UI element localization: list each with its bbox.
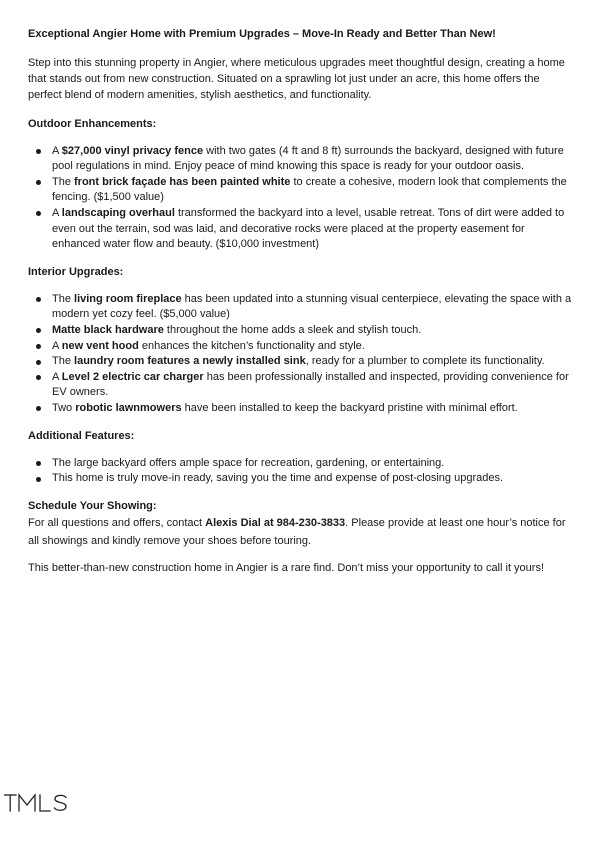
additional-heading: Additional Features: bbox=[28, 429, 135, 442]
list-item: A new vent hood enhances the kitchen’s functionality and style. bbox=[28, 339, 573, 355]
closing-paragraph: This better-than-new construction home in Angier is a rare find. Don’t miss your opportunity to call it yours! bbox=[28, 561, 545, 574]
list-item: The front brick façade has been painted white to create a cohesive, modern look that complements the fencing. ($1,500 value) bbox=[28, 175, 573, 206]
listing-title: Exceptional Angier Home with Premium Upgrades – Move-In Ready and Better Than New! bbox=[28, 28, 496, 40]
schedule-paragraph: For all questions and offers, contact Alexis Dial at 984-230-3833. Please provide at least one hour’s notice for all showings and kindly remove your shoes before touring. bbox=[28, 516, 566, 547]
list-item: Two robotic lawnmowers have been installed to keep the backyard pristine with minimal effort. bbox=[28, 401, 573, 417]
intro-paragraph: Step into this stunning property in Angier, where meticulous upgrades meet thoughtful design, creating a home that stands out from new construction. Situated on a sprawling lot just under an acre, this home offers the perfect blend of modern amenities, stylish aesthetics, and functionality. bbox=[28, 57, 565, 102]
list-item: The living room fireplace has been updated into a stunning visual centerpiece, elevating the space with a modern yet cozy feel. ($5,000 value) bbox=[28, 292, 573, 323]
contact-info: Alexis Dial at 984-230-3833 bbox=[205, 516, 346, 529]
interior-heading: Interior Upgrades: bbox=[28, 265, 124, 278]
list-item: A $27,000 vinyl privacy fence with two gates (4 ft and 8 ft) surrounds the backyard, designed with future pool regulations in mind. Enjoy peace of mind knowing this space is ready for your outdoor oasis. bbox=[28, 144, 573, 175]
list-item: A landscaping overhaul transformed the backyard into a level, usable retreat. Tons of dirt were added to even out the terrain, sod was laid, and decorative rocks were placed at the property easement for enhanced water flow and beauty. ($10,000 investment) bbox=[28, 206, 573, 253]
interior-list bbox=[28, 292, 573, 417]
tmls-logo bbox=[4, 790, 68, 812]
list-item: This home is truly move-in ready, saving you the time and expense of post-closing upgrades. bbox=[28, 471, 573, 487]
listing-description bbox=[28, 27, 573, 589]
outdoor-heading: Outdoor Enhancements: bbox=[28, 117, 157, 130]
outdoor-list bbox=[28, 144, 573, 253]
list-item: The laundry room features a newly installed sink, ready for a plumber to complete its functionality. bbox=[28, 354, 573, 370]
list-item: Matte black hardware throughout the home adds a sleek and stylish touch. bbox=[28, 323, 573, 339]
list-item: A Level 2 electric car charger has been professionally installed and inspected, providing convenience for EV owners. bbox=[28, 370, 573, 401]
additional-list bbox=[28, 456, 573, 487]
schedule-heading: Schedule Your Showing: bbox=[28, 499, 157, 512]
list-item: The large backyard offers ample space for recreation, gardening, or entertaining. bbox=[28, 456, 573, 472]
